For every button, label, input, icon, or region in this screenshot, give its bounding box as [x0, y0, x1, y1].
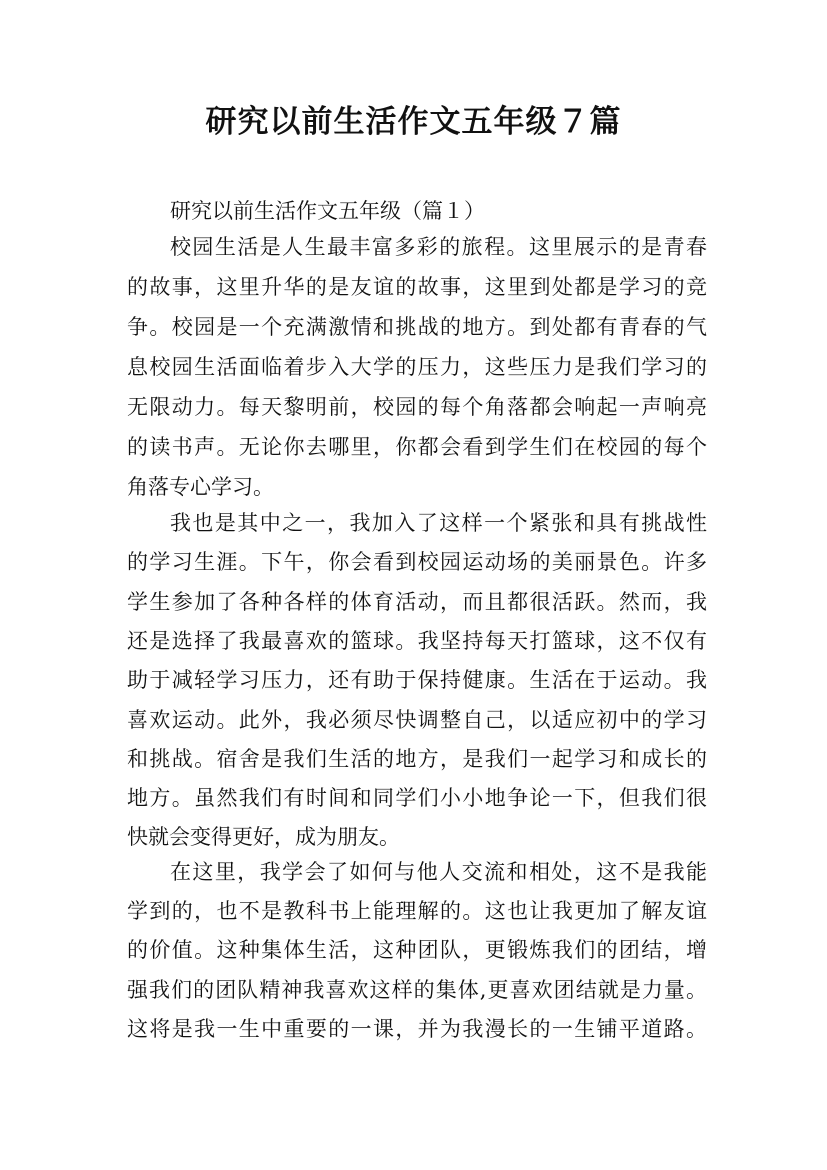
paragraph-line: 无限动力。每天黎明前，校园的每个角落都会响起一声响亮: [127, 395, 707, 419]
paragraph-line: 在这里，我学会了如何与他人交流和相处，这不是我能: [170, 860, 707, 884]
paragraph-line: 校园生活是人生最丰富多彩的旅程。这里展示的是青春: [170, 235, 707, 259]
document-title: 研究以前生活作文五年级７篇: [205, 104, 622, 140]
paragraph-line: 这将是我一生中重要的一课，并为我漫长的一生铺平道路。: [127, 1017, 707, 1041]
paragraph-line: 还是选择了我最喜欢的篮球。我坚持每天打篮球，这不仅有: [127, 629, 707, 653]
paragraph-line: 息校园生活面临着步入大学的压力，这些压力是我们学习的: [127, 355, 707, 379]
paragraph-line: 强我们的团队精神我喜欢这样的集体,更喜欢团结就是力量。: [127, 978, 707, 1002]
paragraph-line: 和挑战。宿舍是我们生活的地方，是我们一起学习和成长的: [127, 747, 707, 771]
section-heading: 研究以前生活作文五年级（篇１）: [170, 199, 485, 223]
paragraph-line: 角落专心学习。: [127, 475, 274, 499]
paragraph-line: 快就会变得更好，成为朋友。: [127, 825, 400, 849]
paragraph-line: 助于减轻学习压力，还有助于保持健康。生活在于运动。我: [127, 668, 707, 692]
paragraph-line: 的故事，这里升华的是友谊的故事，这里到处都是学习的竞: [127, 275, 707, 299]
paragraph-line: 我也是其中之一，我加入了这样一个紧张和具有挑战性: [170, 511, 707, 535]
paragraph-line: 地方。虽然我们有时间和同学们小小地争论一下，但我们很: [127, 786, 707, 810]
paragraph-line: 喜欢运动。此外，我必须尽快调整自己，以适应初中的学习: [127, 708, 707, 732]
paragraph-line: 学生参加了各种各样的体育活动，而且都很活跃。然而，我: [127, 590, 707, 614]
paragraph-line: 的价值。这种集体生活，这种团队，更锻炼我们的团结，增: [127, 938, 707, 962]
paragraph-line: 学到的，也不是教科书上能理解的。这也让我更加了解友谊: [127, 899, 707, 923]
paragraph-line: 的学习生涯。下午，你会看到校园运动场的美丽景色。许多: [127, 550, 707, 574]
paragraph-line: 的读书声。无论你去哪里，你都会看到学生们在校园的每个: [127, 435, 707, 459]
paragraph-line: 争。校园是一个充满激情和挑战的地方。到处都有青春的气: [127, 315, 707, 339]
